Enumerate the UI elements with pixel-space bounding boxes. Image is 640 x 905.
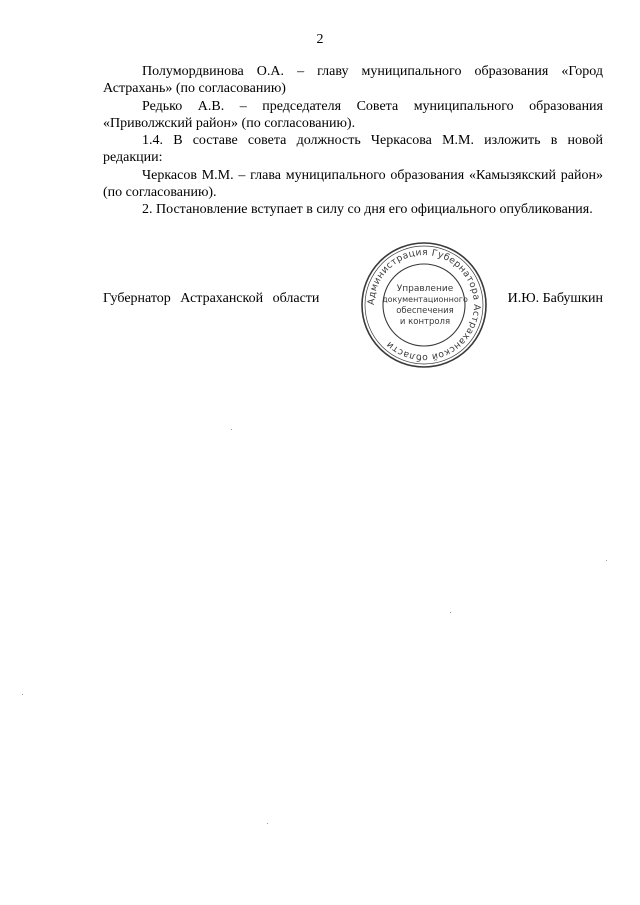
stamp-line-3: обеспечения bbox=[396, 306, 454, 316]
scan-speck bbox=[450, 612, 451, 613]
signature-block bbox=[103, 290, 603, 310]
official-stamp bbox=[359, 240, 489, 370]
scan-speck bbox=[231, 429, 232, 430]
stamp-outer-text: Администрация Губернатора Астраханской области bbox=[365, 246, 483, 364]
stamp-line-1: Управление bbox=[396, 284, 454, 294]
scan-speck bbox=[606, 560, 607, 561]
scan-speck bbox=[267, 823, 268, 824]
paragraph-polumordvinova: Полумордвинова О.А. – главу муниципального образования «Город Астрахань» (по согласованию) bbox=[103, 64, 603, 97]
paragraph-item-2: 2. Постановление вступает в силу со дня его официального опубликования. bbox=[142, 202, 593, 218]
paragraph-item-1-4: 1.4. В составе совета должность Черкасова М.М. изложить в новой редакции: bbox=[103, 133, 603, 166]
page-number: 2 bbox=[316, 32, 324, 47]
scan-speck bbox=[22, 694, 23, 695]
stamp-line-2: документационного bbox=[382, 295, 468, 304]
document-body bbox=[103, 63, 603, 219]
paragraph-cherkasov: Черкасов М.М. – глава муниципального образования «Камызякский район» (по согласованию). bbox=[103, 167, 603, 201]
stamp-line-4: и контроля bbox=[399, 317, 451, 327]
signatory-position: Губернатор Астраханской области bbox=[103, 291, 320, 306]
paragraph-redko: Редько А.В. – председателя Совета муниципального образования «Приволжский район» (по согласованию). bbox=[103, 98, 603, 131]
signatory-name: И.Ю. Бабушкин bbox=[507, 291, 603, 306]
